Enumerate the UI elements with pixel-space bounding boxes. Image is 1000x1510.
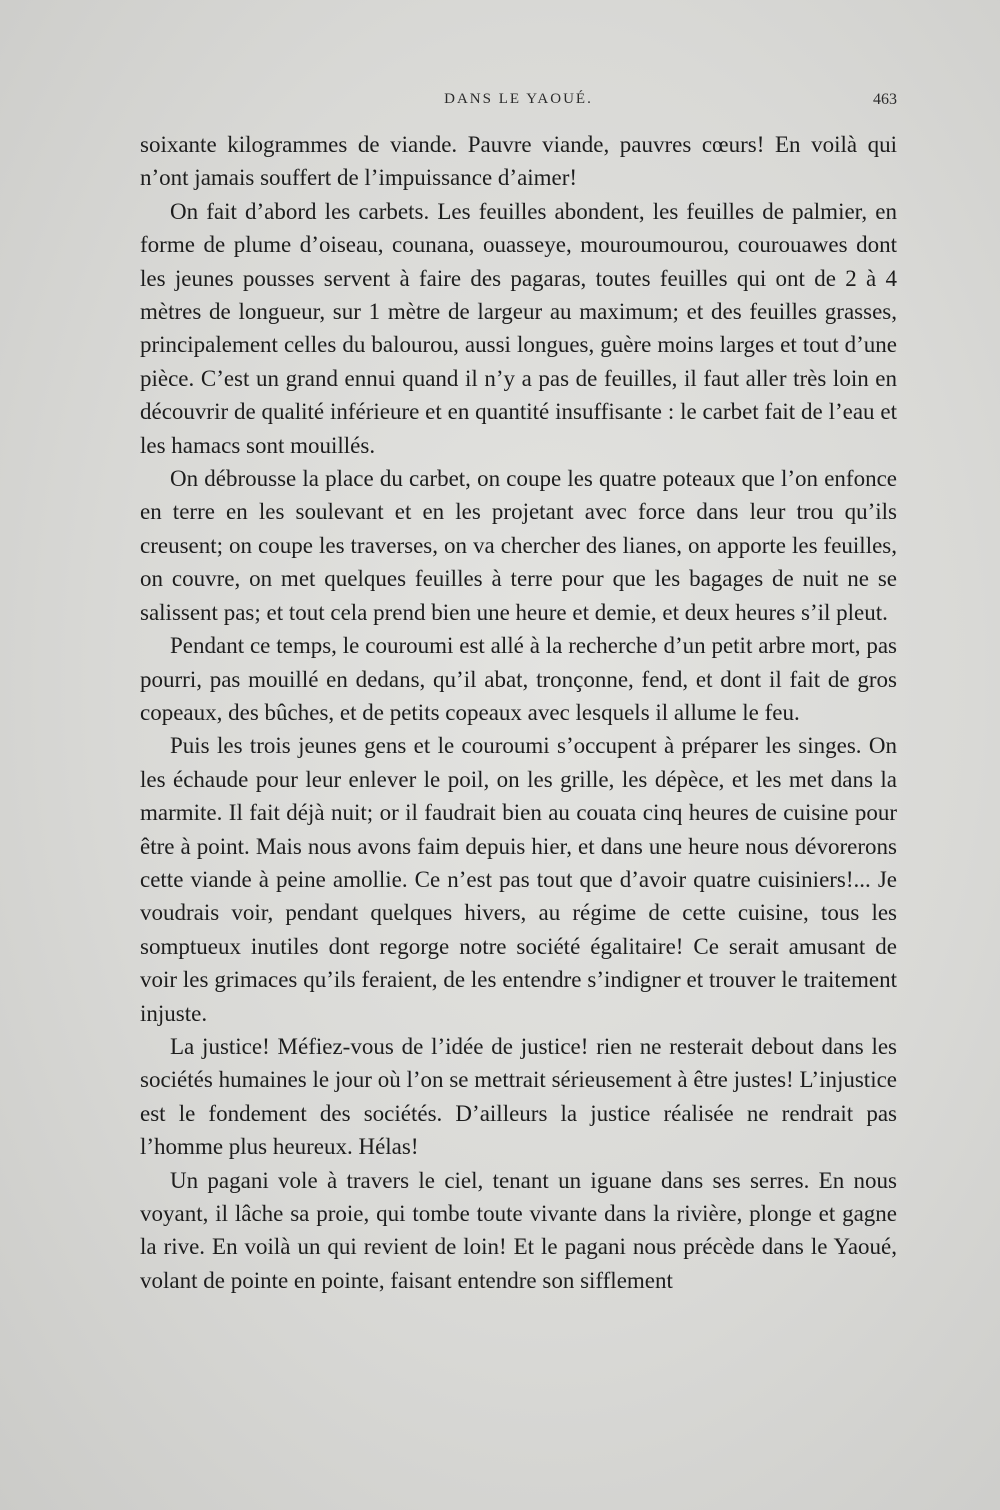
paragraph-5: Puis les trois jeunes gens et le couroumi s’occupent à préparer les singes. On les échaude pour leur enlever le poil, on les grille, les dépèce, et les met dans la marmite. Il fait déjà nuit; or il faudrait bien au couata cinq heures de cuisine pour être à point. Mais nous avons faim depuis hier, et dans une heure nous dévorerons cette viande à peine amollie. Ce n’est pas tout que d’avoir quatre cuisiniers!... Je voudrais voir, pendant quelques hivers, au régime de cette cuisine, tous les somptueux inutiles dont regorge notre société égalitaire! Ce serait amusant de voir les grimaces qu’ils feraient, de les entendre s’indigner et trouver le traitement injuste.: [140, 733, 897, 1026]
running-head: [140, 91, 897, 113]
paragraph-4: Pendant ce temps, le couroumi est allé à la recherche d’un petit arbre mort, pas pourri, pas mouillé en dedans, qu’il abat, tronçonne, fend, et dont il fait de gros copeaux, des bûches, et de petits copeaux avec lesquels il allume le feu.: [140, 633, 897, 725]
running-title: DANS LE YAOUÉ.: [444, 91, 593, 107]
page-number: 463: [873, 91, 897, 108]
paragraph-2: On fait d’abord les carbets. Les feuilles abondent, les feuilles de palmier, en forme de plume d’oiseau, counana, ouasseye, mouroumourou, courouawes dont les jeunes pousses servent à faire des pagaras, toutes feuilles qui ont de 2 à 4 mètres de longueur, sur 1 mètre de largeur au maximum; et des feuilles grasses, principalement celles du balourou, aussi longues, guère moins larges et tout d’une pièce. C’est un grand ennui quand il n’y a pas de feuilles, il faut aller très loin en découvrir de qualité inférieure et en quantité insuffisante : le carbet fait de l’eau et les hamacs sont mouillés.: [140, 198, 897, 458]
paragraph-6: La justice! Méfiez-vous de l’idée de justice! rien ne resterait debout dans les sociétés humaines le jour où l’on se mettrait sérieusement à être justes! L’injustice est le fondement des sociétés. D’ailleurs la justice réalisée ne rendrait pas l’homme plus heureux. Hélas!: [140, 1033, 897, 1160]
body-text: [140, 128, 897, 1297]
paragraph-1: soixante kilogrammes de viande. Pauvre viande, pauvres cœurs! En voilà qui n’ont jamais souffert de l’impuissance d’aimer!: [140, 132, 897, 191]
paragraph-7: Un pagani vole à travers le ciel, tenant un iguane dans ses serres. En nous voyant, il lâche sa proie, qui tombe toute vivante dans la rivière, plonge et gagne la rive. En voilà un qui revient de loin! Et le pagani nous précède dans le Yaoué, volant de pointe en pointe, faisant entendre son sifflement: [140, 1167, 897, 1293]
paragraph-3: On débrousse la place du carbet, on coupe les quatre poteaux que l’on enfonce en terre en les soulevant et en les projetant avec force dans leur trou qu’ils creusent; on coupe les traverses, on va chercher des lianes, on apporte les feuilles, on couvre, on met quelques feuilles à terre pour que les bagages de nuit ne se salissent pas; et tout cela prend bien une heure et demie, et deux heures s’il pleut.: [140, 466, 897, 625]
